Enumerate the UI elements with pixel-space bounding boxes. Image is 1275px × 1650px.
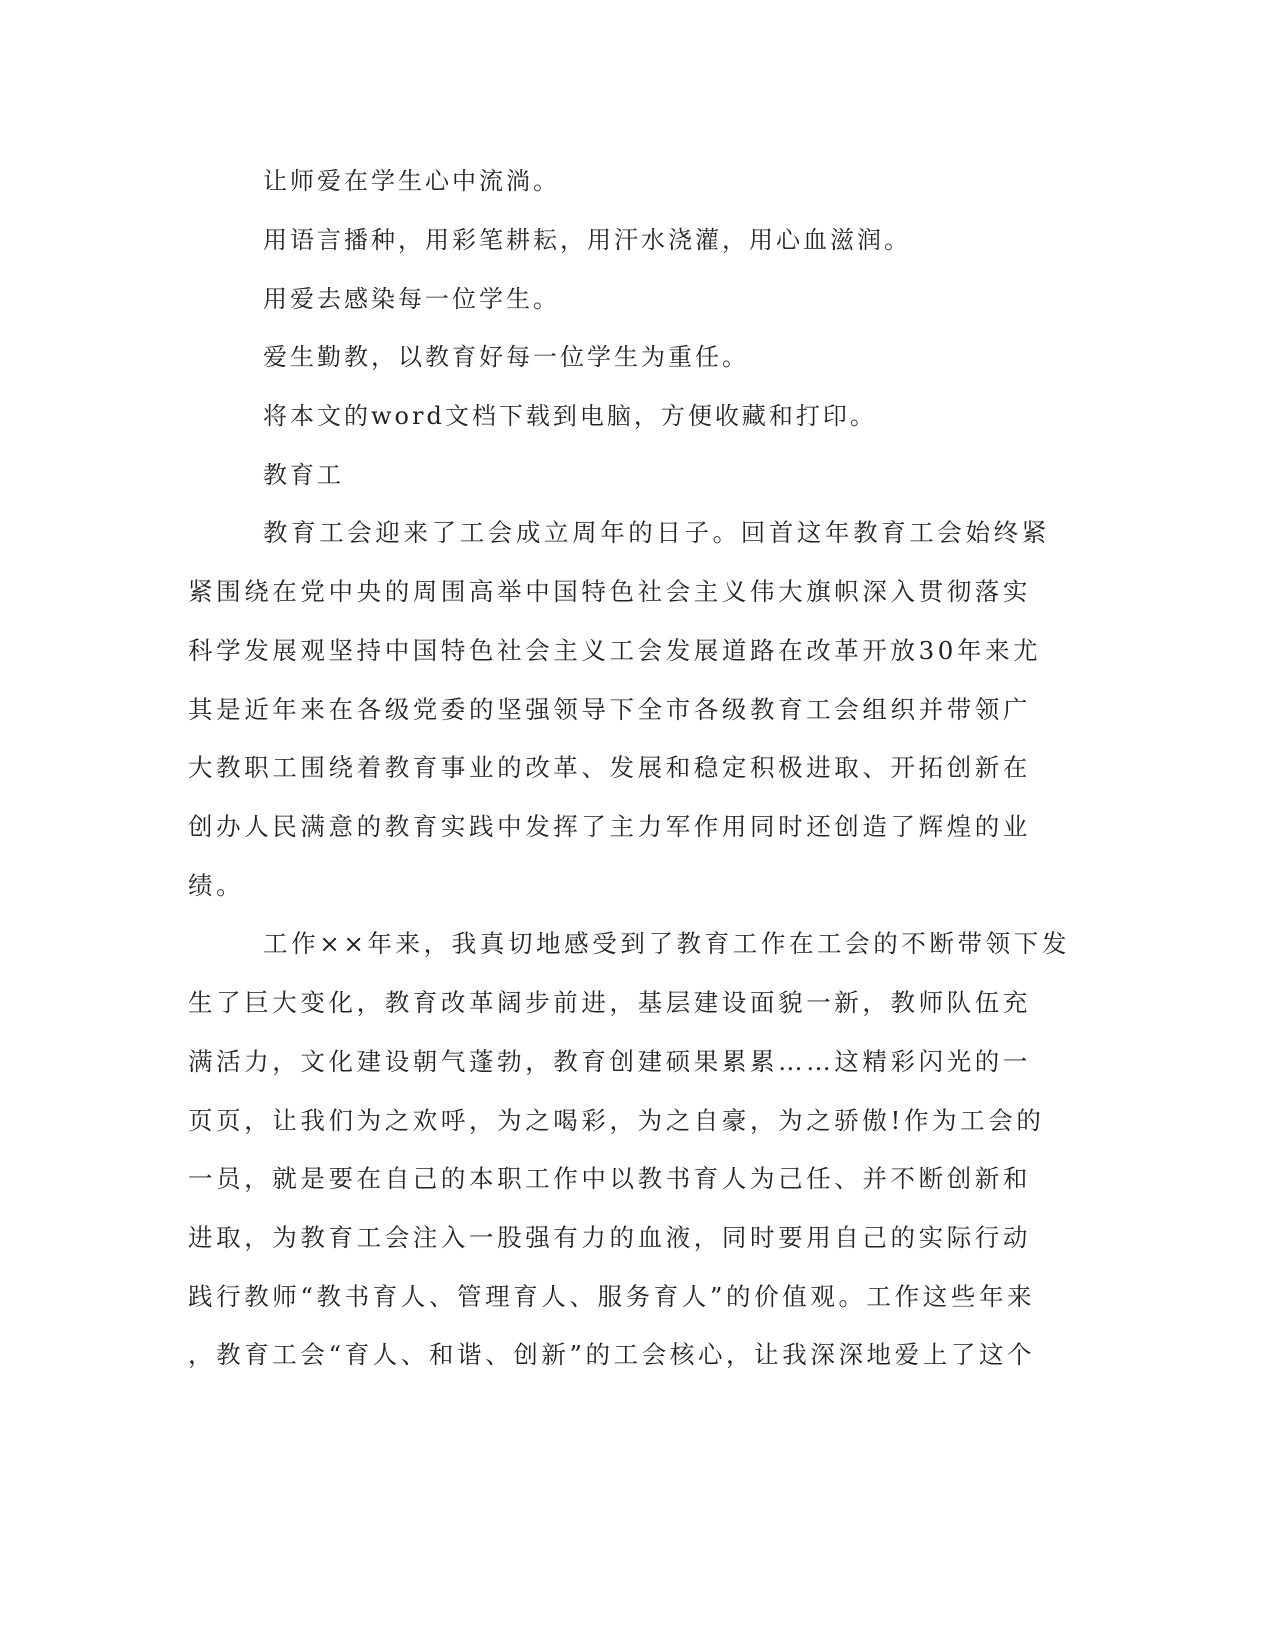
paragraph-line: 践行教师“教书育人、管理育人、服务育人”的价值观。工作这些年来: [188, 1282, 1036, 1311]
text-line: 将本文的word文档下载到电脑，方便收藏和打印。: [263, 402, 877, 430]
text-line: 教育工: [263, 461, 344, 489]
paragraph-line: 大教职工围绕着教育事业的改革、发展和稳定积极进取、开拓创新在: [188, 753, 1031, 782]
text-line: 爱生勤教，以教育好每一位学生为重任。: [263, 343, 749, 371]
text-line: 用爱去感染每一位学生。: [263, 285, 560, 313]
text-line: 用语言播种，用彩笔耕耘，用汗水浇灌，用心血滋润。: [263, 226, 911, 254]
paragraph-line: 教育工会迎来了工会成立周年的日子。回首这年教育工会始终紧: [263, 518, 1050, 547]
paragraph-line: 工作××年来，我真切地感受到了教育工作在工会的不断带领下发: [263, 929, 1070, 958]
paragraph-line: 页页，让我们为之欢呼，为之喝彩，为之自豪，为之骄傲!作为工会的: [188, 1106, 1045, 1135]
text-line: 让师爱在学生心中流淌。: [263, 167, 560, 195]
paragraph-line: 生了巨大变化，教育改革阔步前进，基层建设面貌一新，教师队伍充: [188, 988, 1031, 1017]
paragraph-line: 满活力，文化建设朝气蓬勃，教育创建硕果累累……这精彩闪光的一: [188, 1047, 1031, 1076]
paragraph-line: 进取，为教育工会注入一股强有力的血液，同时要用自己的实际行动: [188, 1223, 1031, 1252]
paragraph-line: 创办人民满意的教育实践中发挥了主力军作用同时还创造了辉煌的业: [188, 812, 1031, 841]
paragraph-line: 绩。: [188, 871, 245, 900]
paragraph-line: 科学发展观坚持中国特色社会主义工会发展道路在改革开放30年来尤: [188, 636, 1042, 665]
paragraph-line: 其是近年来在各级党委的坚强领导下全市各级教育工会组织并带领广: [188, 695, 1031, 724]
paragraph-line: ，教育工会“育人、和谐、创新”的工会核心，让我深深地爱上了这个: [188, 1340, 1036, 1369]
paragraph-line: 一员，就是要在自己的本职工作中以教书育人为己任、并不断创新和: [188, 1164, 1031, 1193]
paragraph-line: 紧围绕在党中央的周围高举中国特色社会主义伟大旗帜深入贯彻落实: [188, 577, 1031, 606]
